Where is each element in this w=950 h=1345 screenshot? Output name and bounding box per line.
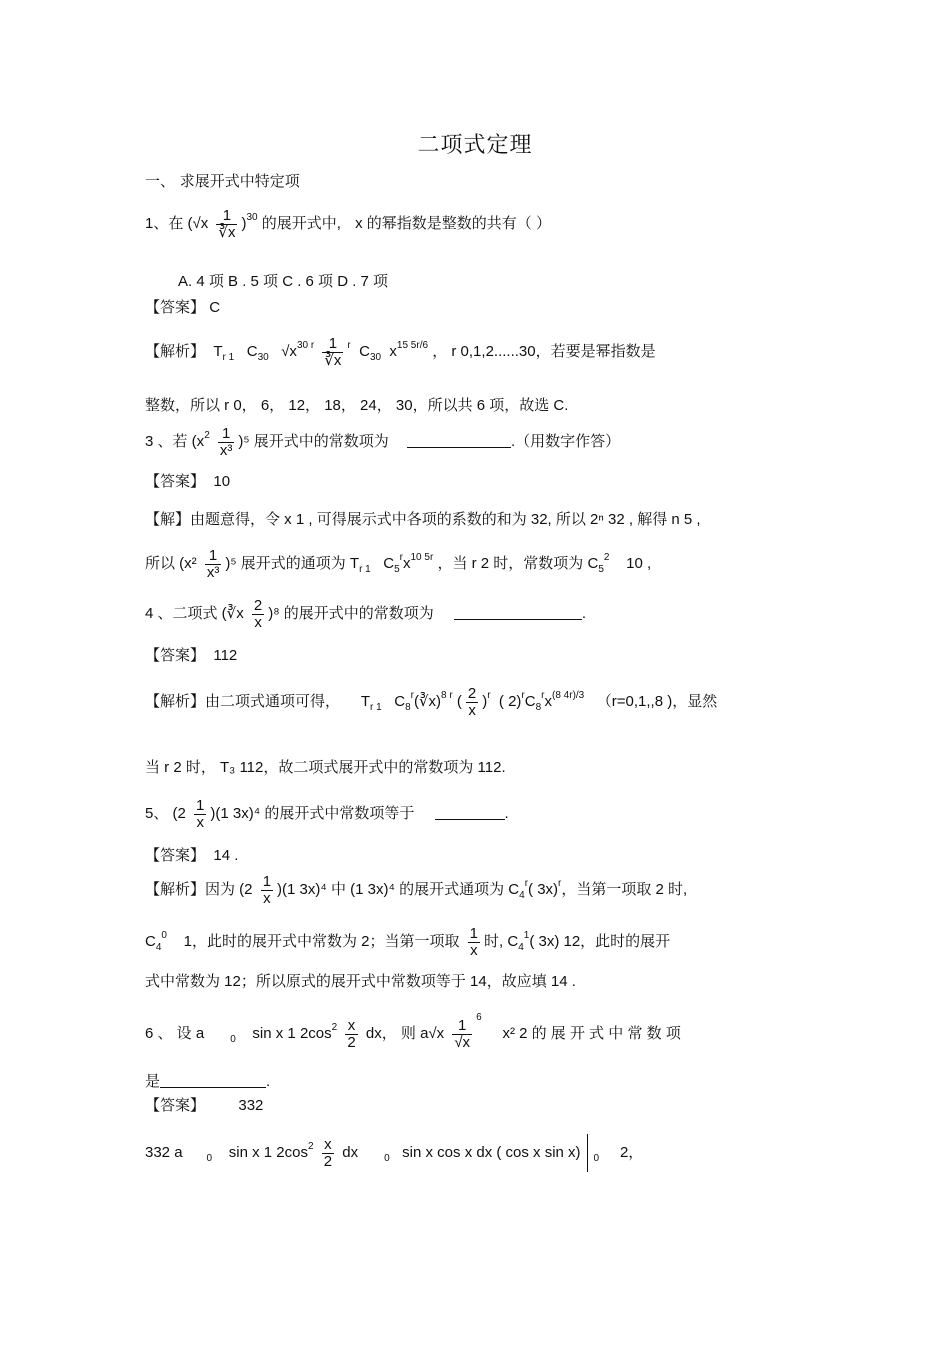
question-3: 3 、若 ($x^2$ $\frac{1}{\text{x³}}$ )⁵ 展开式中的常数项为 .（用数字作答） <box>145 425 621 459</box>
q6-answer: 【答案】 332 <box>145 1097 264 1114</box>
question-1-options: A. 4 项 B . 5 项 C . 6 项 D . 7 项 <box>178 273 389 290</box>
q5-analysis: 【解析】因为 (2 $\frac{1}{x}$ )(1 3x)⁴ 中 (1 3x)⁴ 的展开式通项为 $C_4^r$( 3x)$^r$，当第一项取 2 时, <box>145 873 688 907</box>
fraction: $\frac{1}{∛x}$ <box>218 207 236 241</box>
q5-answer: 【答案】 14 . <box>145 847 239 864</box>
q1-answer: 【答案】 C <box>145 299 221 316</box>
q4-analysis-line2: 当 r 2 时， T₃ 112，故二项式展开式中的常数项为 112. <box>145 759 506 776</box>
question-4: 4 、二项式 (∛x $\frac{2}{x}$ )⁸ 的展开式中的常数项为 . <box>145 597 587 631</box>
section-heading: 一、 求展开式中特定项 <box>145 172 300 190</box>
q3-solution: 【解】由题意得，令 x 1 , 可得展示式中各项的系数的和为 32, 所以 2ⁿ 32 , 解得 n 5 , <box>145 511 701 528</box>
q4-analysis: 【解析】由二项式通项可得， $T_{r 1}$ $C_8^r(∛x)^{8 r}$ ( $\frac{2}{x}$ )$^r$ ( $2)^rC_8^rx^{(8 4r)/3}$ （r=0,1,,8 )，显然 <box>145 685 718 719</box>
question-6-line2: 是 . <box>145 1073 271 1090</box>
page-title: 二项式定理 <box>417 133 533 158</box>
q4-answer: 【答案】 112 <box>145 647 238 664</box>
question-6: 6 、 设 a $_0$ sin x 1 $2\cos^2$ $\frac{x}{2}$ dx， 则 a√x $\frac{1}{√x}$ $^6$ x² 2 的 展 开 式 中 常 数 项 <box>145 1012 681 1051</box>
q3-solution-line2: 所以 (x² $\frac{1}{\text{x³}}$ )⁵ 展开式的通项为 $T_{r 1}$ $C_5^rx^{10 5r}$ ，当 r 2 时，常数项为 $C_5^2$ 10 , <box>145 547 652 581</box>
q1-analysis-line2: 整数，所以 r 0， 6， 12， 18， 24， 30，所以共 6 项，故选 C. <box>145 397 569 414</box>
q6-work: 332 a $_0$ sin x 1 $2\cos^2$ $\frac{x}{2}$ dx $_0$ sin x cos x dx ( cos x sin x) $_0$ 2， <box>145 1134 643 1172</box>
q1-analysis: 【解析】 $T_{r 1}$ $C_{30}$ $√x^{30 r}$ $\frac{1}{∛x}$ $^r$ $C_{30}$ $x^{15 5r/6}$ ， r 0,1,2......30，若要是幂指数是 <box>145 335 656 369</box>
question-5: 5、 (2 $\frac{1}{x}$ )(1 3x)⁴ 的展开式中常数项等于 . <box>145 797 509 831</box>
q3-answer: 【答案】 10 <box>145 473 231 490</box>
question-1: 1、在 (√x $\frac{1}{∛x}$ )$^{30}$ 的展开式中, x 的幂指数是整数的共有（ ） <box>145 207 551 241</box>
q5-analysis-line2: $C_4^0$ 1，此时的展开式中常数为 2；当第一项取 $\frac{1}{x}$ 时, $C_4^1$( 3x) 12，此时的展开 <box>145 925 671 959</box>
q5-analysis-line3: 式中常数为 12；所以原式的展开式中常数项等于 14，故应填 14 . <box>145 973 576 990</box>
